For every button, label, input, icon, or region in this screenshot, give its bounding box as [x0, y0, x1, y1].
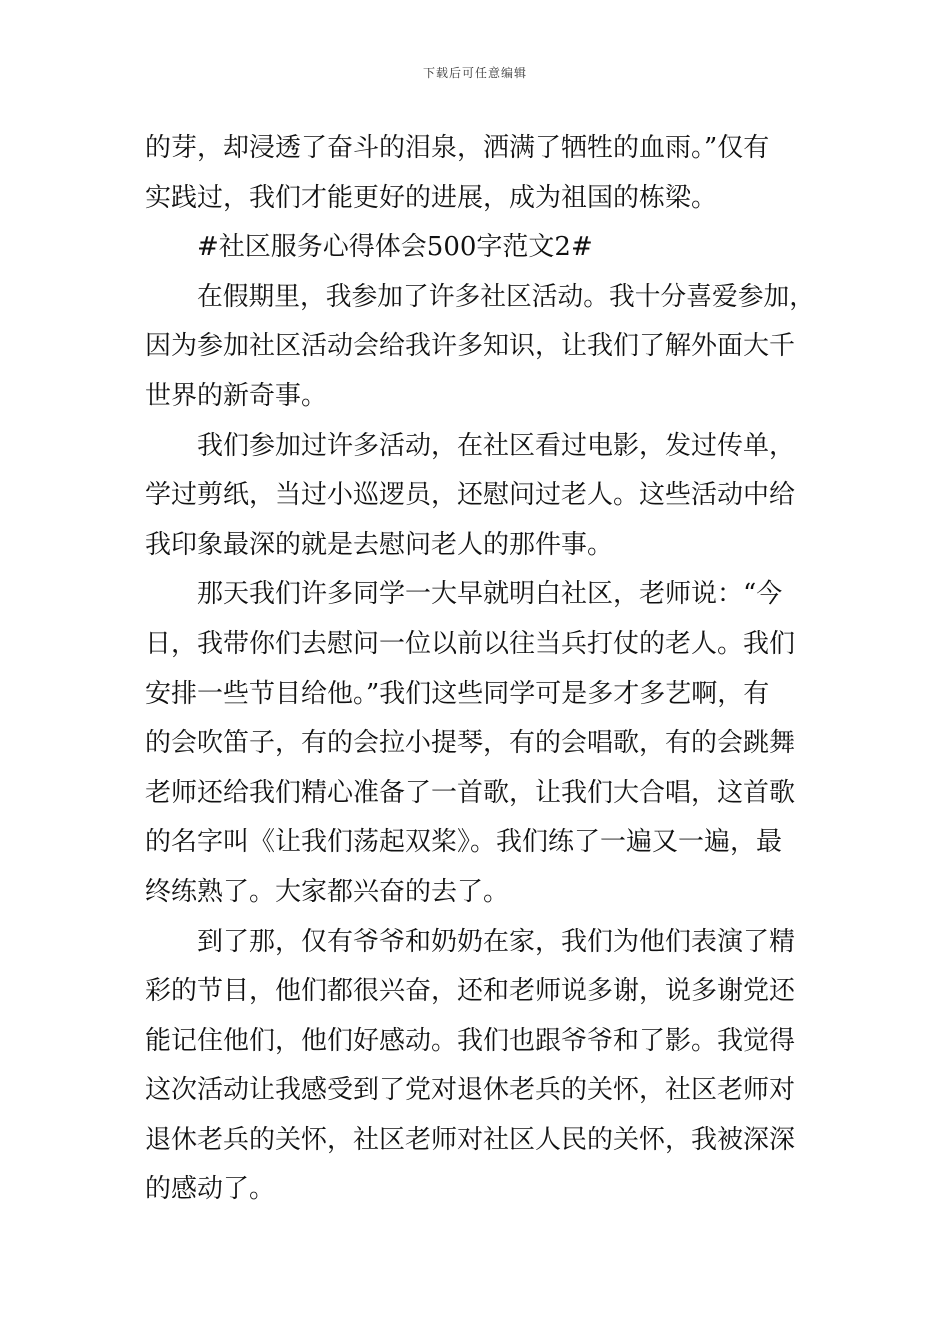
text-line: 的会吹笛子，有的会拉小提琴，有的会唱歌，有的会跳舞 [145, 728, 796, 759]
text-line: 世界的新奇事。 [145, 380, 328, 411]
text-line: 彩的节目，他们都很兴奋，还和老师说多谢，说多谢党还 [145, 976, 796, 1007]
text-line: 退休老兵的关怀，社区老师对社区人民的关怀，我被深深 [145, 1124, 796, 1155]
text-line: 那天我们许多同学一大早就明白社区，老师说：“今 [197, 579, 783, 610]
text-line: 的芽，却浸透了奋斗的泪泉，洒满了牺牲的血雨。”仅有 [145, 133, 770, 163]
text-line: 我印象最深的就是去慰问老人的那件事。 [145, 529, 614, 560]
text-line: #社区服务心得体会500字范文2# [197, 232, 593, 263]
text-line: 这次活动让我感受到了党对退休老兵的关怀，社区老师对 [145, 1075, 796, 1106]
document-body [145, 124, 815, 1215]
page-header: 下载后可任意编辑 [422, 66, 527, 80]
text-line: 实践过，我们才能更好的进展，成为祖国的栋梁。 [145, 182, 718, 213]
text-line: 终练熟了。大家都兴奋的去了。 [145, 876, 510, 907]
text-line: 的感动了。 [145, 1174, 276, 1205]
text-line: 到了那，仅有爷爷和奶奶在家，我们为他们表演了精 [197, 926, 796, 957]
text-line: 日，我带你们去慰问一位以前以往当兵打仗的老人。我们 [145, 628, 796, 659]
text-line: 的名字叫《让我们荡起双桨》。我们练了一遍又一遍，最 [145, 827, 783, 858]
text-line: 我们参加过许多活动，在社区看过电影，发过传单， [197, 430, 796, 461]
text-line: 能记住他们，他们好感动。我们也跟爷爷和了影。我觉得 [145, 1025, 796, 1056]
text-line: 因为参加社区活动会给我许多知识，让我们了解外面大千 [145, 331, 796, 362]
text-line: 老师还给我们精心准备了一首歌，让我们大合唱，这首歌 [145, 777, 796, 808]
text-line: 学过剪纸，当过小巡逻员，还慰问过老人。这些活动中给 [145, 480, 796, 511]
text-line: 在假期里，我参加了许多社区活动。我十分喜爱参加， [197, 281, 816, 312]
text-line: 安排一些节目给他。”我们这些同学可是多才多艺啊，有 [145, 678, 770, 709]
